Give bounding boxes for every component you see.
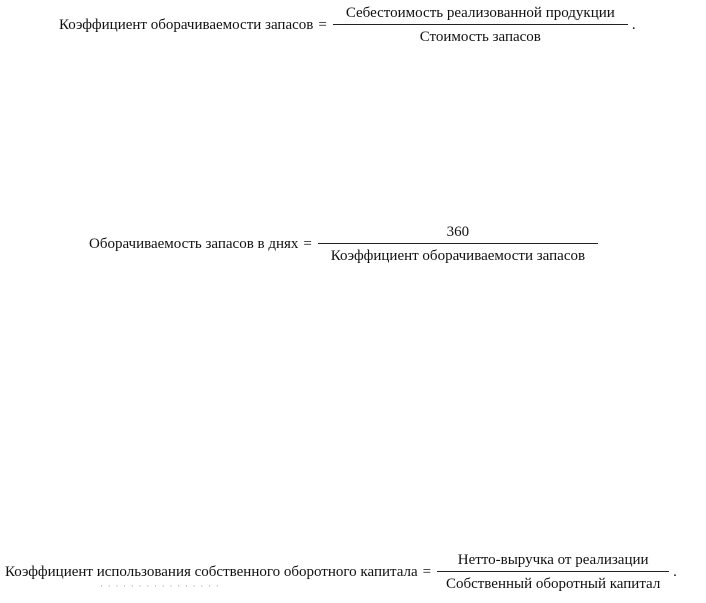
fraction-denominator: Стоимость запасов	[419, 29, 541, 45]
fraction-bar	[318, 243, 598, 244]
equals-sign: =	[303, 235, 312, 252]
fraction-numerator: 360	[446, 224, 470, 240]
scan-artifact: · · · · · · · · · · · · · · · ·	[100, 582, 220, 592]
fraction-numerator: Нетто-выручка от реализации	[457, 552, 649, 568]
formula-lhs: Коэффициент оборачиваемости запасов	[59, 16, 314, 33]
fraction-denominator: Собственный оборотный капитал	[445, 576, 661, 592]
formula-lhs: Оборачиваемость запасов в днях	[89, 235, 299, 252]
fraction-numerator: Себестоимость реализованной продукции	[345, 5, 615, 21]
formula-inventory-turnover-days	[89, 223, 598, 265]
fraction-bar	[437, 571, 669, 572]
formula-inventory-turnover-ratio	[59, 4, 636, 46]
fraction	[437, 551, 669, 593]
equals-sign: =	[422, 563, 432, 580]
equals-sign: =	[318, 16, 327, 33]
fraction-denominator: Коэффициент оборачиваемости запасов	[330, 248, 586, 264]
fraction	[333, 4, 628, 46]
fraction	[318, 223, 598, 265]
trailing-period: .	[631, 16, 636, 33]
trailing-period: .	[673, 563, 677, 580]
fraction-bar	[333, 24, 628, 25]
formula-lhs: Коэффициент использования собственного оборотного капитала	[5, 563, 418, 580]
